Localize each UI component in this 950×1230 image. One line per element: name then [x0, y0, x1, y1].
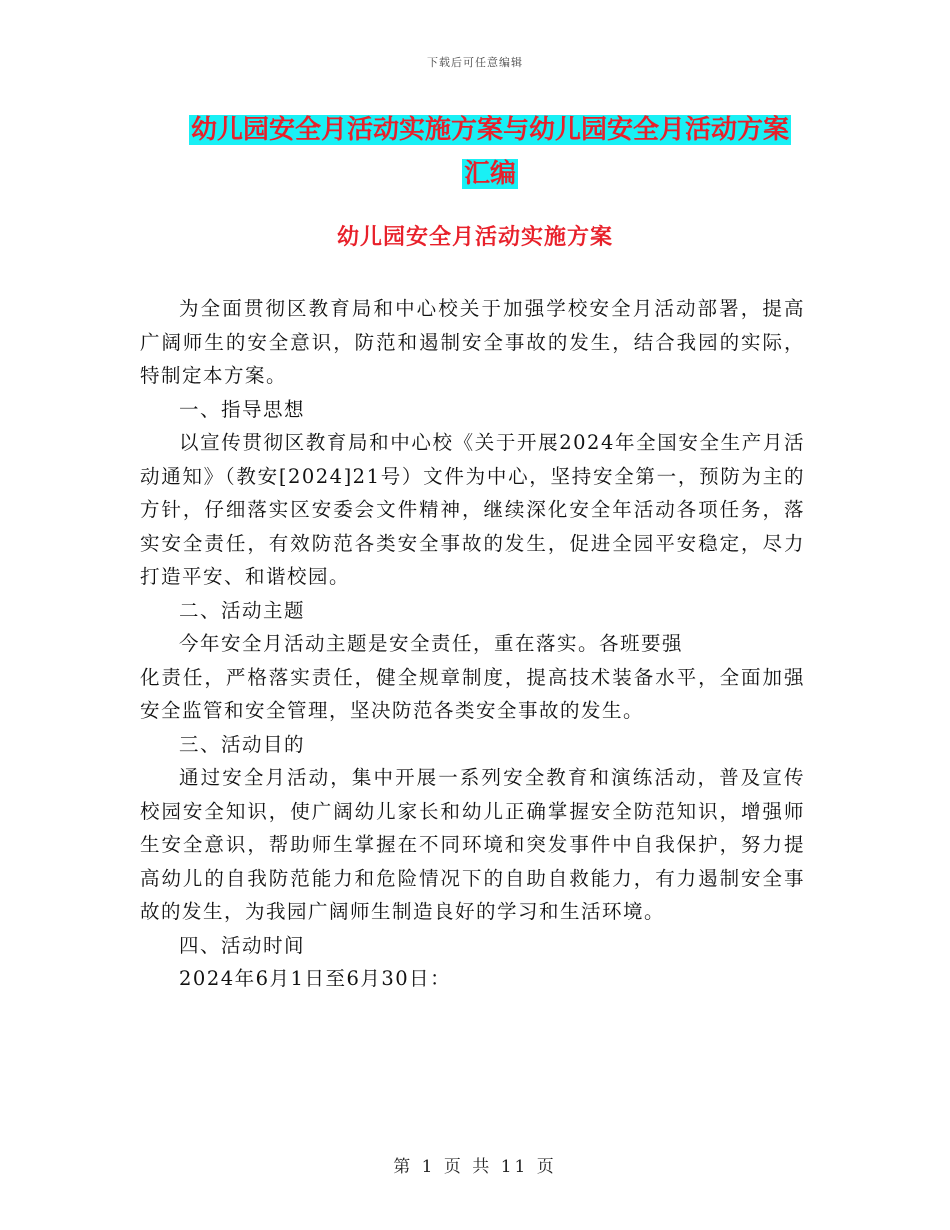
document-title-line-2: 汇编: [463, 159, 516, 189]
section-title: 幼儿园安全月活动实施方案: [336, 225, 613, 250]
paragraph-activity-purpose: 通过安全月活动，集中开展一系列安全教育和演练活动，普及宣传校园安全知识，使广阔幼儿家长和幼儿正确掌握安全防范知识，增强师生安全意识，帮助师生掌握在不同环境和突发事件中自我保护，努力提高幼儿的自我防范能力和危险情况下的自助自救能力，有力遏制安全事故的发生，为我园广阔师生制造良好的学习和生活环境。: [140, 766, 805, 923]
paragraph-intro: 为全面贯彻区教育局和中心校关于加强学校安全月活动部署，提高广阔师生的安全意识，防范和遏制安全事故的发生，结合我园的实际，特制定本方案。: [140, 297, 805, 387]
heading-activity-theme: 二、活动主题: [179, 598, 306, 622]
paragraph-activity-time: 2024年6月1日至6月30日：: [179, 967, 452, 990]
document-body: [140, 292, 805, 996]
paragraph-activity-theme-cont: 化责任，严格落实责任，健全规章制度，提高技术装备水平，全面加强安全监管和安全管理，坚决防范各类安全事故的发生。: [140, 665, 805, 722]
page-number: 第 1 页 共 11 页: [393, 1157, 557, 1177]
heading-activity-purpose: 三、活动目的: [179, 732, 306, 756]
paragraph-activity-theme-line: 今年安全月活动主题是安全责任，重在落实。各班要强: [179, 632, 684, 655]
header-note: 下载后可任意编辑: [427, 56, 523, 69]
heading-activity-time: 四、活动时间: [179, 933, 306, 957]
document-title-line-1: 幼儿园安全月活动实施方案与幼儿园安全月活动方案: [190, 115, 789, 145]
document-title: [140, 108, 840, 196]
paragraph-guiding-ideology: 以宣传贯彻区教育局和中心校《关于开展2024年全国安全生产月活动通知》（教安[2024]21号）文件为中心，坚持安全第一，预防为主的方针，仔细落实区安委会文件精神，继续深化安全年活动各项任务，落实安全责任，有效防范各类安全事故的发生，促进全园平安稳定，尽力打造平安、和谐校园。: [140, 431, 805, 588]
heading-guiding-ideology: 一、指导思想: [179, 397, 306, 421]
